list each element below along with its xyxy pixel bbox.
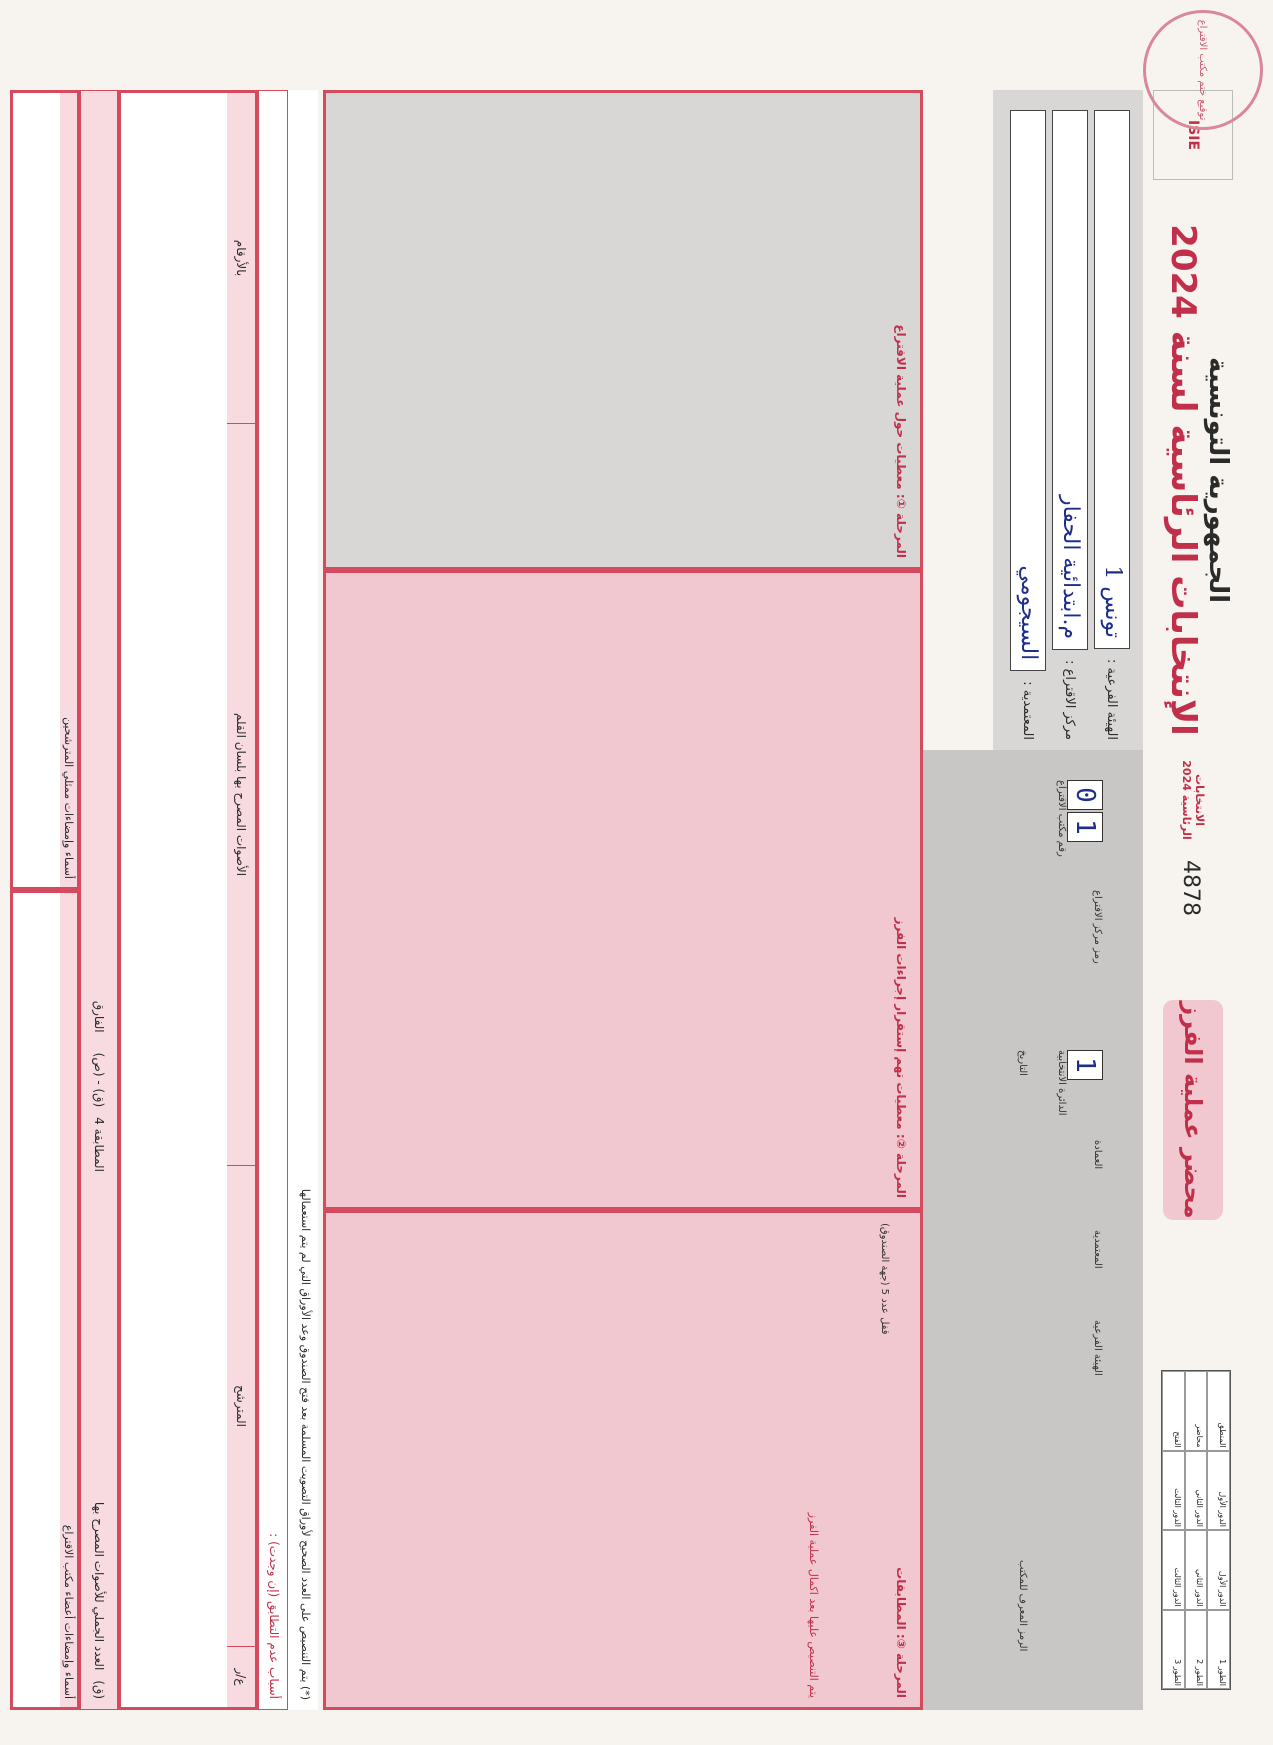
observers-title: أسماء وإمضاءات ممثلي المترشحين xyxy=(60,93,77,887)
office-id-field xyxy=(1017,1560,1028,1651)
delegation-value: السيجومي xyxy=(1010,110,1046,671)
date-label: التاريخ xyxy=(1017,1050,1028,1076)
stage3-intro: يتم التنصيص عليها بعد اكمال عملية الفرز xyxy=(807,1512,820,1698)
location-codes-panel xyxy=(923,750,1143,1710)
office-stamp-text: توقيع ختم مكتب الاقتراع xyxy=(1197,19,1209,121)
stage2-title: المرحلة ②: معطيات تهم إستقرار إجراءات الفرز xyxy=(894,917,908,1198)
imada-label: العمادة xyxy=(1092,1140,1103,1170)
imada-code xyxy=(1092,1140,1103,1169)
office-round-stamp xyxy=(1143,10,1263,130)
mismatch-reason-label: أسباب عدم التطابق (إن وجدت) : xyxy=(267,1533,281,1699)
elections-logo: الانتخابات الرئاسية 2024 xyxy=(1180,760,1206,840)
status-cell: المنطق xyxy=(1207,1371,1230,1451)
totals-row xyxy=(80,90,118,1710)
location-codes xyxy=(1043,780,1103,1680)
stage1-title: المرحلة ①: معطيات حول عملية الاقتراع xyxy=(894,324,908,558)
hdr-num: ع/ر xyxy=(227,1646,255,1707)
form-title: محضر عملية الفرز xyxy=(1163,1000,1223,1220)
observers-signatures xyxy=(10,90,80,890)
results-header xyxy=(227,93,255,1707)
match4-sub: الفارق xyxy=(92,1000,106,1033)
center-code xyxy=(1092,890,1103,964)
digit-box: 0 xyxy=(1067,780,1103,810)
status-cell: الدور الأول xyxy=(1207,1451,1230,1531)
stage3-seal-caption: قفل عدد 5 (جهة الصندوق) xyxy=(879,1223,890,1335)
stage2-panel xyxy=(323,570,923,1210)
stage3-title: المرحلة ③: المطابقات xyxy=(894,1567,908,1698)
status-cell: الدور الثاني xyxy=(1185,1451,1208,1531)
delegation-label: المعتمدية : xyxy=(1020,681,1036,740)
sub-digit: 1 xyxy=(1067,1050,1103,1080)
match4-label: المطابقة 4 xyxy=(92,1117,106,1172)
status-cell: الدور الثاني xyxy=(1185,1530,1208,1610)
isie-logo: ISIE xyxy=(1153,90,1233,180)
sub-circle-code xyxy=(1056,1050,1103,1116)
hdr-votes-digits: بالأرقام xyxy=(234,239,248,277)
results-table xyxy=(118,90,258,1710)
status-cell: الطور 3 xyxy=(1162,1610,1185,1690)
republic-title: الجمهورية التونسية xyxy=(1203,356,1233,604)
regional-body-value: تونس 1 xyxy=(1094,110,1130,649)
total-code: (ق) xyxy=(92,1680,106,1699)
status-cell: الدور الثالث xyxy=(1162,1530,1185,1610)
match4-formula: (ص) - (ق) xyxy=(92,1052,106,1108)
footnote: (*) يتم التنصيص على العدد الصحيح لأوراق التصويت المسلمة بعد فتح الصندوق وعد الأوراق التي لم يتم استعمالها xyxy=(288,90,318,1710)
regional-body-label: الهيئة الفرعية : xyxy=(1104,659,1120,740)
date-field xyxy=(1017,1050,1028,1076)
members-signatures xyxy=(10,890,80,1710)
office-id-label: الرمز المعرف للمكتب xyxy=(1017,1560,1028,1652)
status-cell: الفتح xyxy=(1162,1371,1185,1451)
office-code-label: رقم مكتب الاقتراع xyxy=(1056,780,1067,857)
status-cell: الدور الثالث xyxy=(1162,1451,1185,1531)
delegation-code xyxy=(1092,1230,1103,1269)
header-title-block xyxy=(1163,200,1233,760)
location-names xyxy=(1003,110,1133,740)
center-code-label: رمز مركز الاقتراع xyxy=(1092,890,1103,964)
center-label: مركز الاقتراع : xyxy=(1062,660,1078,740)
stage3-seal xyxy=(879,1223,890,1335)
elections-title: الإنتخابات الرئاسية لسنة 2024 xyxy=(1163,224,1203,736)
total-label: العدد الجملي للأصوات المصرح بها xyxy=(92,1501,106,1671)
mismatch-reason xyxy=(258,90,288,1710)
status-cell: محاضر xyxy=(1185,1371,1208,1451)
status-table xyxy=(1161,1370,1231,1690)
hdr-candidate xyxy=(227,1165,255,1646)
status-cell: الطور 2 xyxy=(1185,1610,1208,1690)
members-title: أسماء وإمضاءات أعضاء مكتب الاقتراع xyxy=(60,893,77,1707)
status-cell: الطور 1 xyxy=(1207,1610,1230,1690)
center-value: م.ابتدائية الحفار xyxy=(1052,110,1088,650)
office-code xyxy=(1056,780,1103,857)
digit-box: 1 xyxy=(1067,812,1103,842)
hdr-candidate-title: المترشح xyxy=(234,1385,248,1427)
hdr-votes-words: الأصوات المصرح بها بلسان القلم xyxy=(227,423,255,1165)
stage1-panel xyxy=(323,90,923,570)
delegation-code-label: المعتمدية xyxy=(1092,1230,1103,1269)
status-cell: الدور الأول xyxy=(1207,1530,1230,1610)
form-number: 4878 xyxy=(1178,860,1203,916)
sub-label: الدائرة الانتخابية xyxy=(1056,1050,1067,1116)
body-code xyxy=(1092,1320,1103,1376)
body-code-label: الهيئة الفرعية xyxy=(1092,1320,1103,1376)
stage3-panel xyxy=(323,1210,923,1710)
